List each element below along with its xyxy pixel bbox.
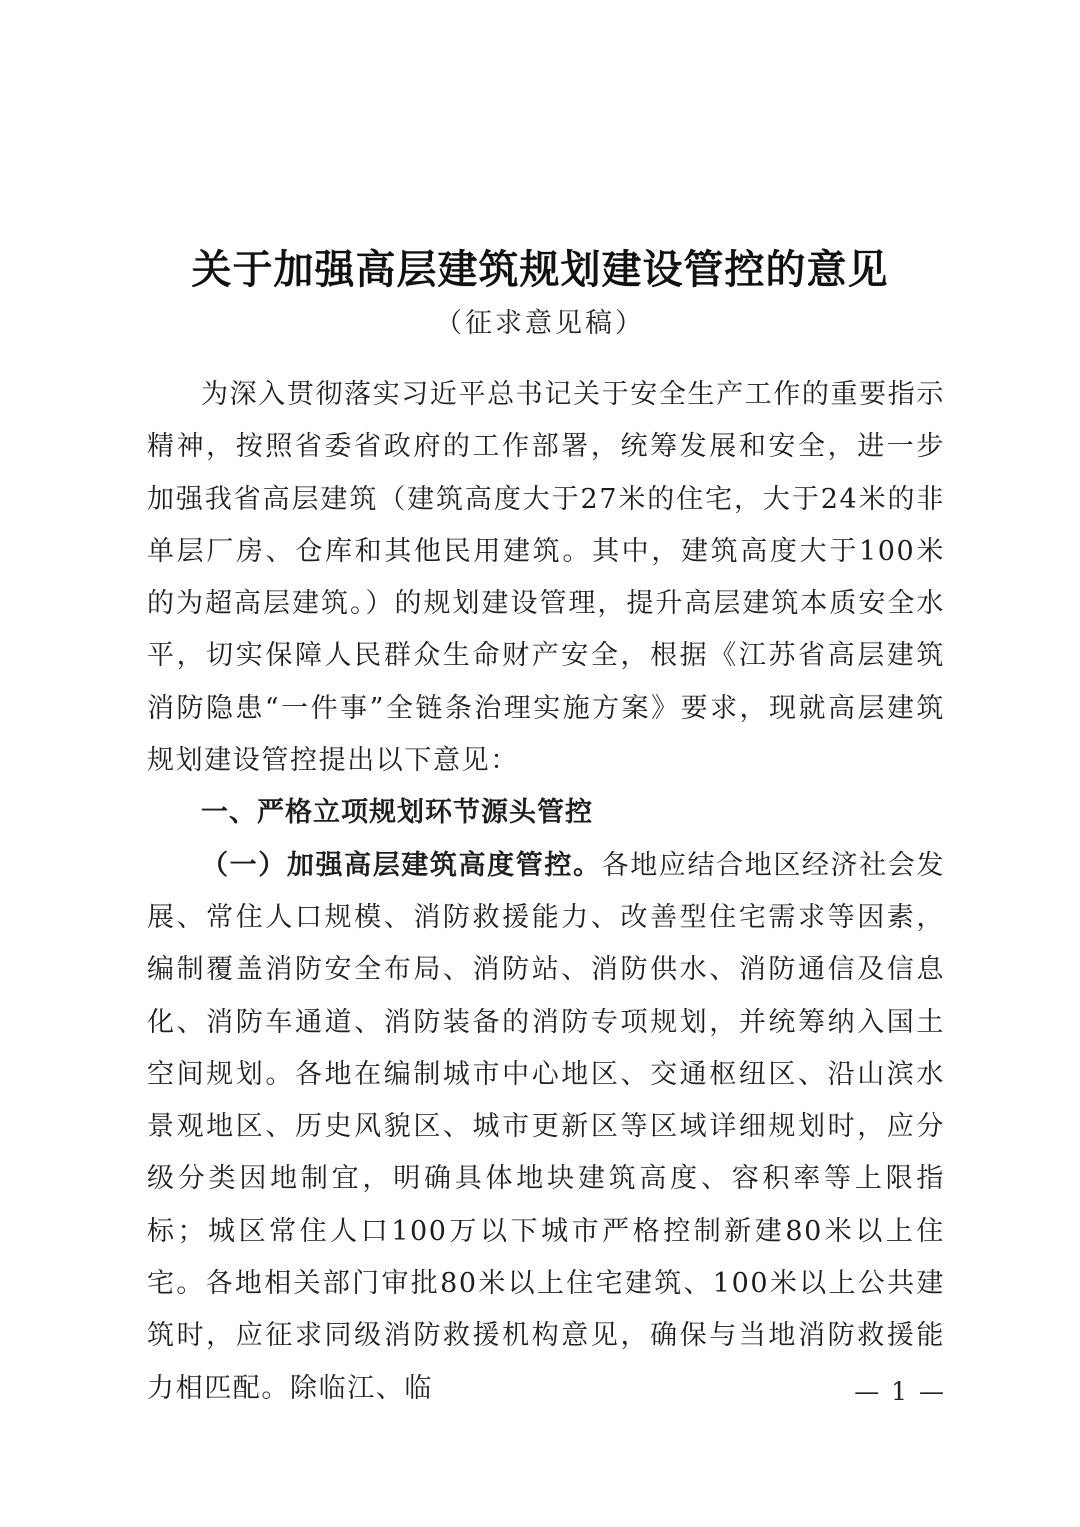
- page-number: — 1 —: [854, 1377, 946, 1406]
- item-text: 各地应结合地区经济社会发展、常住人口规模、消防救援能力、改善型住宅需求等因素，编制覆盖消防安全布局、消防站、消防供水、消防通信及信息化、消防车通道、消防装备的消防专项规划，并统筹纳入国土空间规划。各地在编制城市中心地区、交通枢纽区、沿山滨水景观地区、历史风貌区、城市更新区等区域详细规划时，应分级分类因地制宜，明确具体地块建筑高度、容积率等上限指标；城区常住人口100万以下城市严格控制新建80米以上住宅。各地相关部门审批80米以上住宅建筑、100米以上公共建筑时，应征求同级消防救援机构意见，确保与当地消防救援能力相匹配。除临江、临: [147, 849, 945, 1404]
- document-body: [147, 369, 945, 1415]
- document-title: 关于加强高层建筑规划建设管控的意见: [191, 246, 889, 293]
- document-subtitle: （征求意见稿）: [435, 308, 645, 339]
- intro-paragraph: 为深入贯彻落实习近平总书记关于安全生产工作的重要指示精神，按照省委省政府的工作部署，统筹发展和安全，进一步加强我省高层建筑（建筑高度大于27米的住宅，大于24米的非单层厂房、仓库和其他民用建筑。其中，建筑高度大于100米的为超高层建筑。）的规划建设管理，提升高层建筑本质安全水平，切实保障人民群众生命财产安全，根据《江苏省高层建筑消防隐患“一件事”全链条治理实施方案》要求，现就高层建筑规划建设管控提出以下意见：: [147, 379, 945, 777]
- item-lead: （一）加强高层建筑高度管控。: [201, 849, 602, 881]
- item-paragraph: [147, 840, 945, 1415]
- section-heading: 一、严格立项规划环节源头管控: [201, 797, 593, 829]
